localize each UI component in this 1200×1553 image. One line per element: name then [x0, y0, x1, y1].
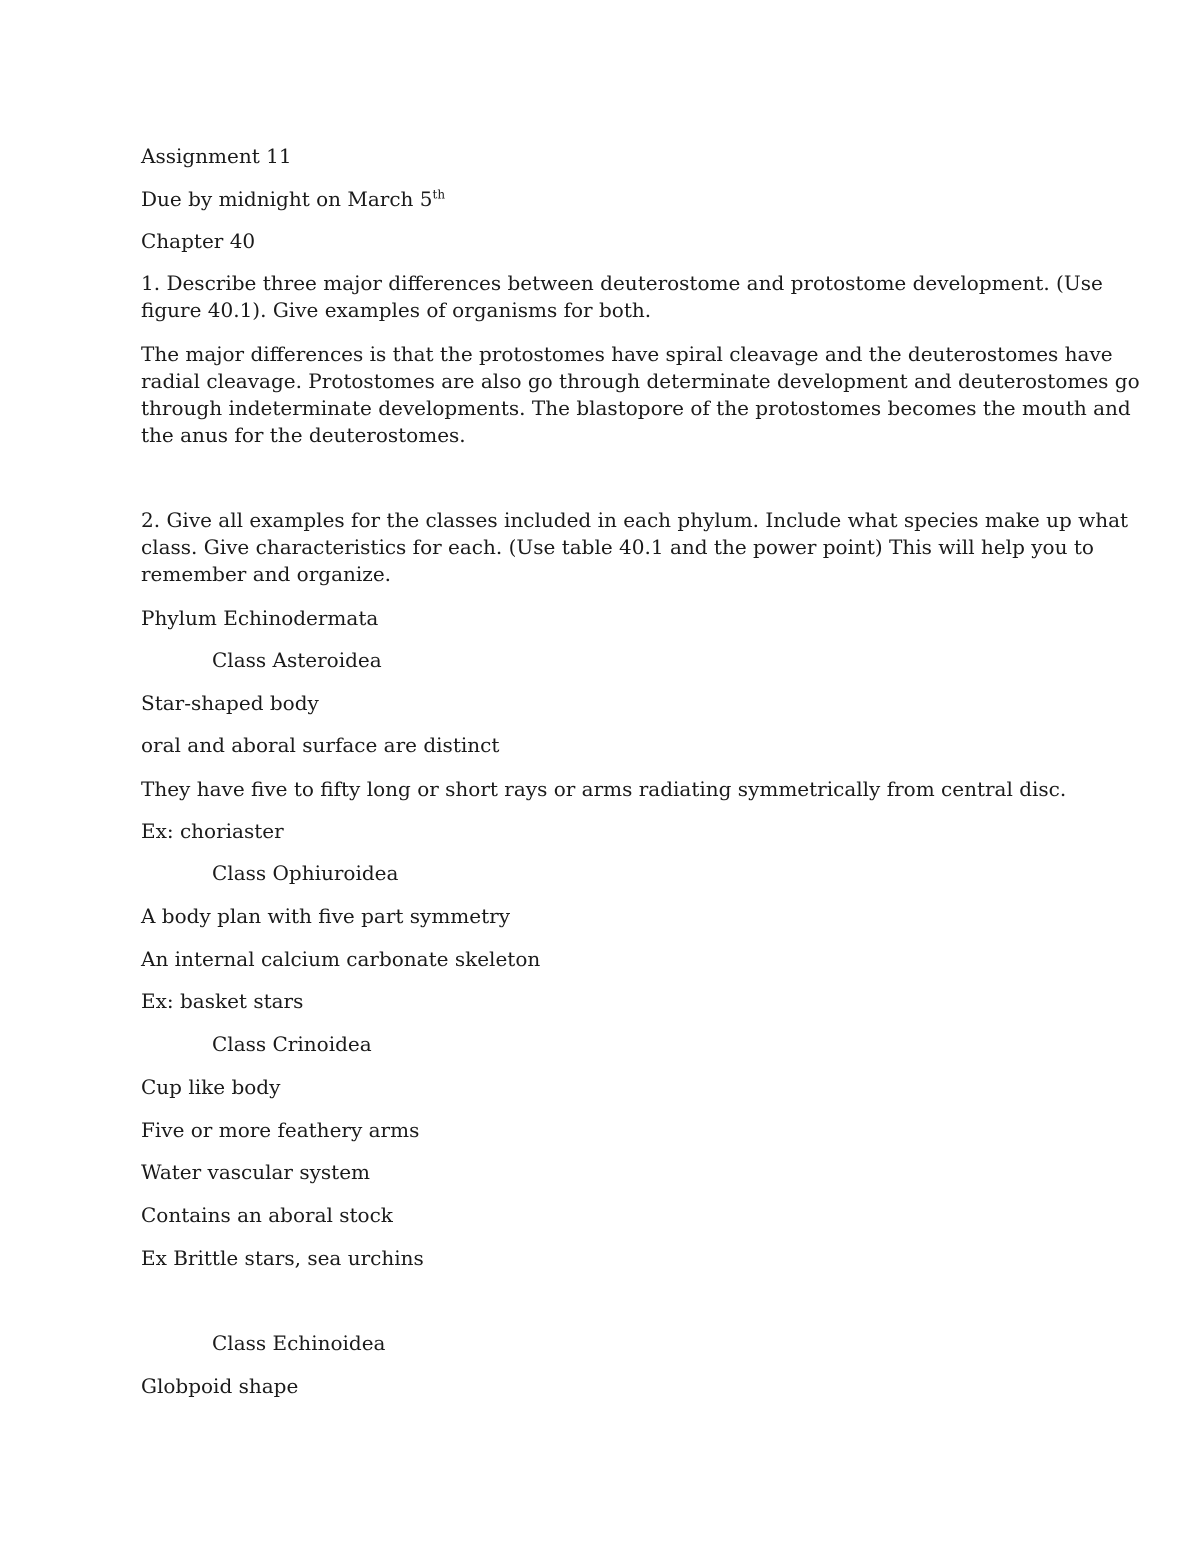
characteristic-item: oral and aboral surface are distinct	[141, 733, 500, 757]
question-1-line: figure 40.1). Give examples of organisms for both.	[141, 298, 652, 322]
answer-1-line: The major differences is that the protostomes have spiral cleavage and the deuterostomes have	[141, 342, 1113, 366]
answer-1-line: the anus for the deuterostomes.	[141, 423, 466, 447]
assignment-title: Assignment 11	[141, 144, 292, 168]
due-date-superscript: th	[432, 187, 446, 202]
characteristic-item: Water vascular system	[141, 1160, 371, 1184]
characteristic-item: Globpoid shape	[141, 1374, 299, 1398]
question-1	[141, 270, 1103, 324]
phylum-heading: Phylum Echinodermata	[141, 606, 379, 630]
example-item: Ex Brittle stars, sea urchins	[141, 1246, 424, 1270]
question-2-line: 2. Give all examples for the classes included in each phylum. Include what species make up what	[141, 508, 1129, 532]
characteristic-item: They have five to fifty long or short rays or arms radiating symmetrically from central disc.	[141, 777, 1067, 801]
characteristic-item: A body plan with five part symmetry	[141, 904, 510, 928]
question-2-line: remember and organize.	[141, 562, 392, 586]
class-heading-crinoidea: Class Crinoidea	[212, 1032, 372, 1056]
characteristic-item: Contains an aboral stock	[141, 1203, 393, 1227]
example-item: Ex: basket stars	[141, 989, 304, 1013]
characteristic-item: Star-shaped body	[141, 691, 319, 715]
example-item: Ex: choriaster	[141, 819, 284, 843]
class-heading-ophiuroidea: Class Ophiuroidea	[212, 861, 399, 885]
chapter-heading: Chapter 40	[141, 229, 256, 253]
answer-1-line: through indeterminate developments. The blastopore of the protostomes becomes the mouth and	[141, 396, 1131, 420]
characteristic-item: An internal calcium carbonate skeleton	[141, 947, 541, 971]
characteristic-item: Cup like body	[141, 1075, 281, 1099]
question-2-line: class. Give characteristics for each. (Use table 40.1 and the power point) This will help you to	[141, 535, 1094, 559]
due-date	[141, 186, 445, 213]
answer-1	[141, 341, 1140, 449]
class-heading-echinoidea: Class Echinoidea	[212, 1331, 386, 1355]
characteristic-item: Five or more feathery arms	[141, 1118, 420, 1142]
class-heading-asteroidea: Class Asteroidea	[212, 648, 382, 672]
due-date-text: Due by midnight on March 5	[141, 187, 433, 211]
question-2	[141, 507, 1129, 588]
question-1-line: 1. Describe three major differences between deuterostome and protostome development. (Use	[141, 271, 1103, 295]
answer-1-line: radial cleavage. Protostomes are also go through determinate development and deuterostomes go	[141, 369, 1140, 393]
